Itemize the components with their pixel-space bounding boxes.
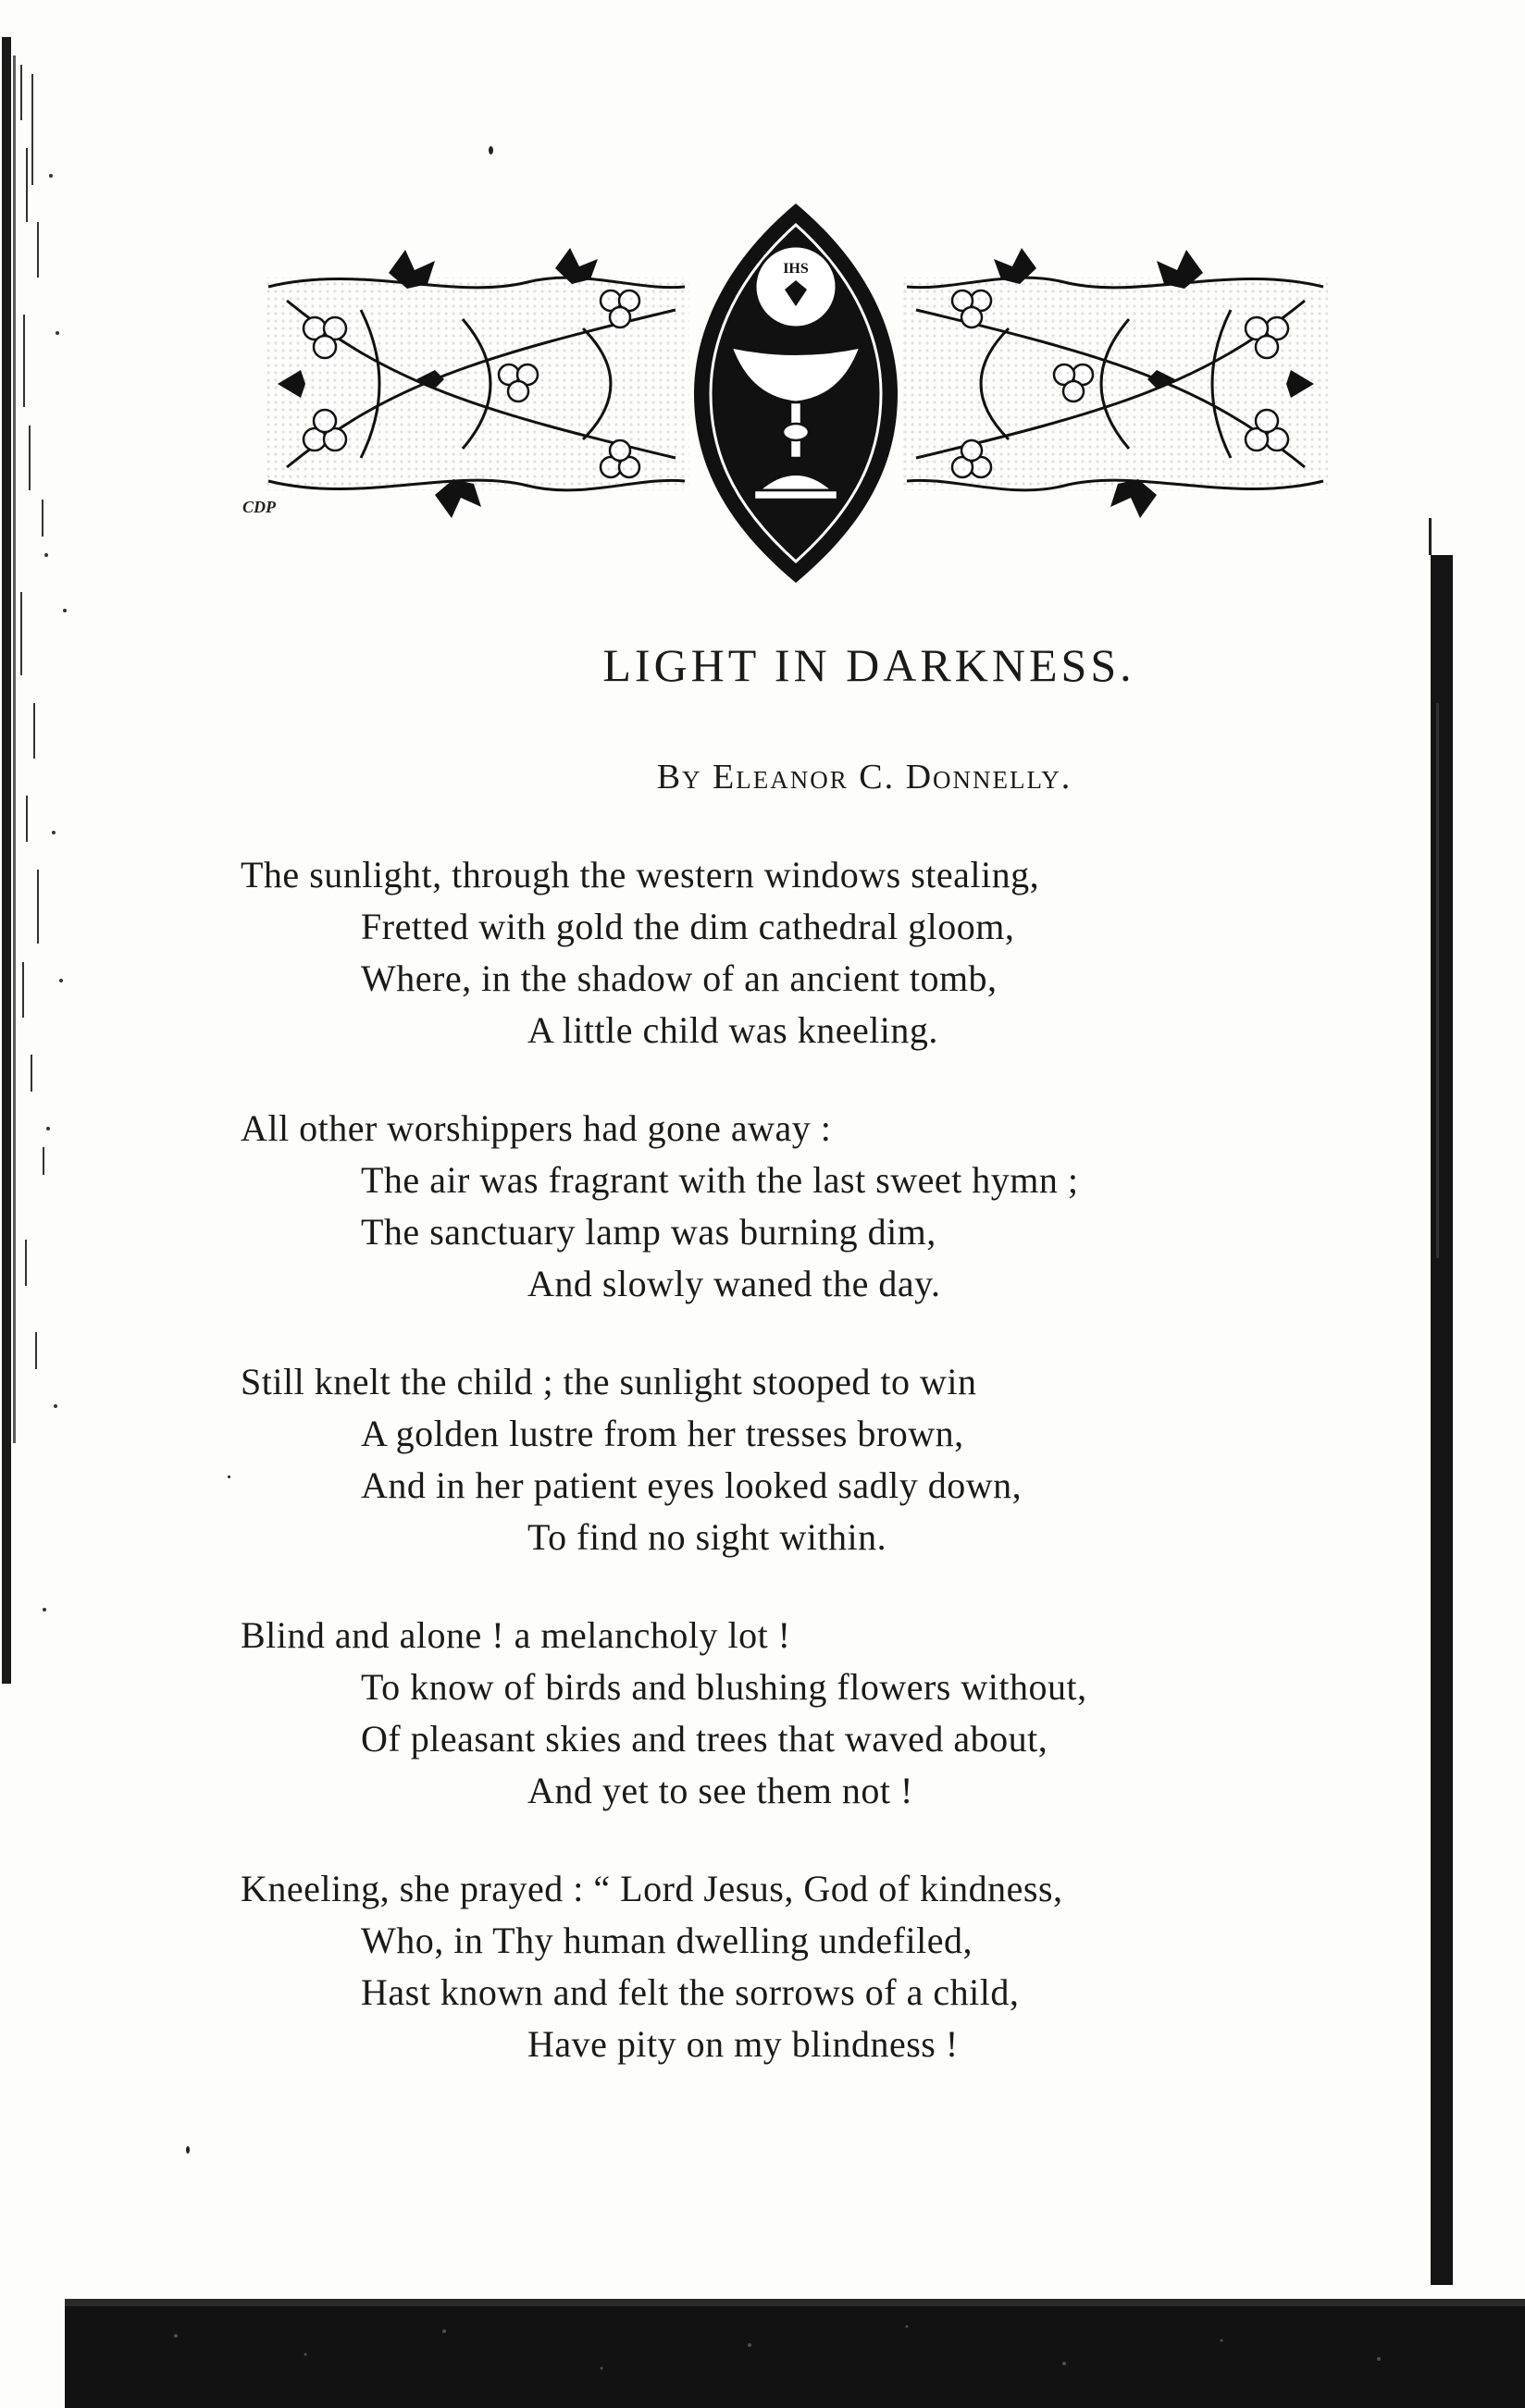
- poem-line: Who, in Thy human dwelling undefiled,: [361, 1920, 973, 1961]
- chalice-vine-ornament: [250, 199, 1342, 587]
- stanza: [241, 1103, 1388, 1310]
- poem-title: LIGHT IN DARKNESS.: [602, 639, 1135, 691]
- poem-line: The air was fragrant with the last sweet hymn ;: [361, 1159, 1079, 1201]
- poem-line: Kneeling, she prayed : “ Lord Jesus, God of kindness,: [241, 1868, 1063, 1909]
- poem-body: [241, 849, 1388, 2117]
- host-inscription: IHS: [783, 261, 809, 277]
- chalice-host-icon: [694, 204, 898, 583]
- stray-mark: [489, 146, 493, 154]
- poem-line: Have pity on my blindness !: [527, 2023, 959, 2065]
- poem-line: And slowly waned the day.: [527, 1263, 941, 1304]
- poem-line: A little child was kneeling.: [527, 1009, 938, 1051]
- stray-mark: [186, 2146, 190, 2154]
- poem-line: Blind and alone ! a melancholy lot !: [241, 1614, 791, 1656]
- bottom-page-edge: [65, 2280, 1525, 2408]
- stanza: [241, 1356, 1388, 1563]
- poem-byline: By Eleanor C. Donnelly.: [656, 758, 1072, 796]
- poem-line: Where, in the shadow of an ancient tomb,: [361, 957, 998, 999]
- stanza: [241, 1863, 1388, 2070]
- poem-line: All other worshippers had gone away :: [241, 1107, 832, 1149]
- poem-line: The sanctuary lamp was burning dim,: [361, 1211, 936, 1253]
- poem-line: Of pleasant skies and trees that waved about,: [361, 1718, 1048, 1760]
- stray-mark: [228, 1476, 230, 1478]
- poem-line: The sunlight, through the western windows stealing,: [241, 854, 1040, 895]
- poem-line: And in her patient eyes looked sadly down,: [361, 1464, 1023, 1506]
- poem-line: Fretted with gold the dim cathedral gloom,: [361, 906, 1015, 947]
- ornament-signature: CDP: [242, 498, 276, 516]
- poem-line: Still knelt the child ; the sunlight stooped to win: [241, 1361, 977, 1402]
- poem-line: To know of birds and blushing flowers without,: [361, 1666, 1087, 1708]
- left-binding-edge: [0, 37, 88, 1684]
- poem-line: A golden lustre from her tresses brown,: [361, 1413, 964, 1454]
- stanza: [241, 849, 1388, 1056]
- poem-line: And yet to see them not !: [527, 1770, 913, 1811]
- poem-line: To find no sight within.: [527, 1516, 887, 1558]
- poem-line: Hast known and felt the sorrows of a child,: [361, 1971, 1020, 2013]
- stanza: [241, 1610, 1388, 1817]
